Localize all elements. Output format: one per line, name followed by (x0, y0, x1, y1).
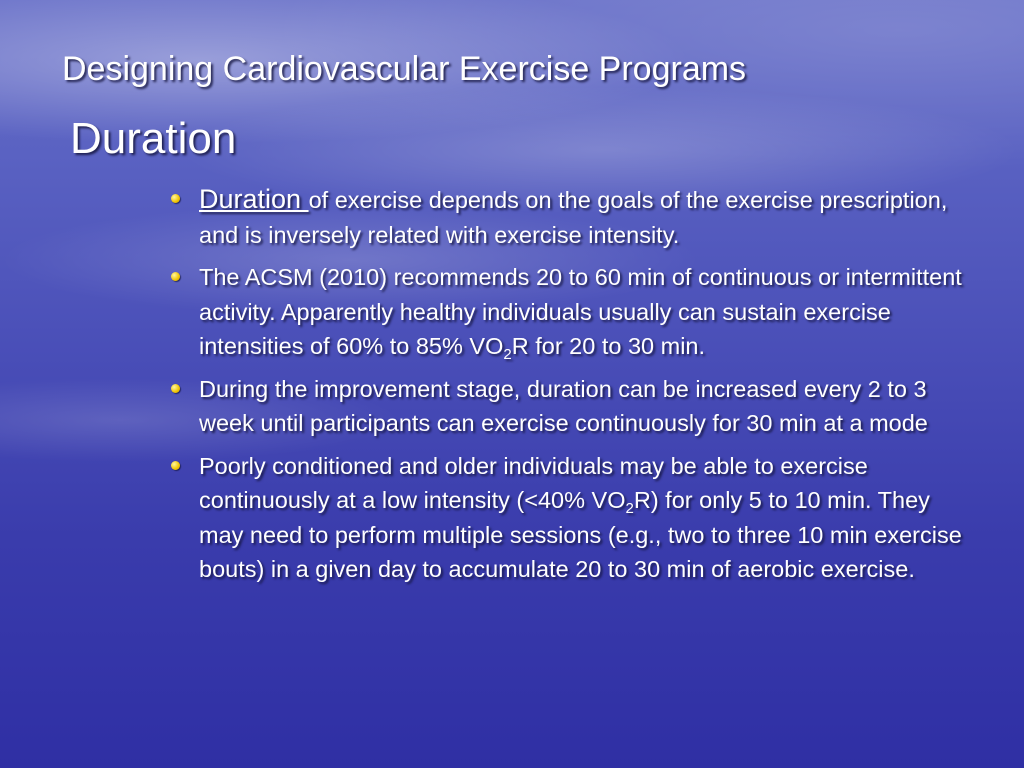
bullet-item-duration (168, 182, 968, 252)
bullet-dot-icon (171, 272, 180, 281)
bullet-lead-word: Duration (199, 184, 309, 214)
bullet-text: During the improvement stage, duration can be increased every 2 to 3 week until participants can exercise continuously for 30 min at a mode (199, 375, 928, 436)
bullet-text: R for 20 to 30 min. (511, 333, 706, 359)
bullet-text: The ACSM (2010) recommends 20 to 60 min of continuous or intermittent activity. Apparently healthy individuals usually can sustain exercise intensities of 60% to 85% VO (199, 264, 962, 359)
bullet-item-improvement-stage (168, 372, 968, 441)
subscript: 2 (503, 346, 512, 363)
bullet-dot-icon (171, 194, 180, 203)
bullet-item-poorly-conditioned (168, 449, 968, 587)
bullet-item-acsm (168, 260, 968, 364)
subscript: 2 (625, 500, 634, 517)
slide-subtitle: Duration (70, 114, 237, 163)
bullet-text: Poorly conditioned and older individuals may be able to exercise continuously at a low intensity (<40% VO (199, 452, 868, 513)
bullet-text: R) for only 5 to 10 min. They may need to perform multiple sessions (e.g., two to three 10 min exercise bouts) in a given day to accumulate 20 to 30 min of aerobic exercise. (199, 487, 962, 582)
bullet-dot-icon (171, 384, 180, 393)
bullet-list (168, 182, 968, 595)
bullet-text: of exercise depends on the goals of the exercise prescription, and is inversely related with exercise intensity. (199, 187, 948, 248)
slide-title: Designing Cardiovascular Exercise Programs (62, 50, 747, 88)
bullet-dot-icon (171, 461, 180, 470)
